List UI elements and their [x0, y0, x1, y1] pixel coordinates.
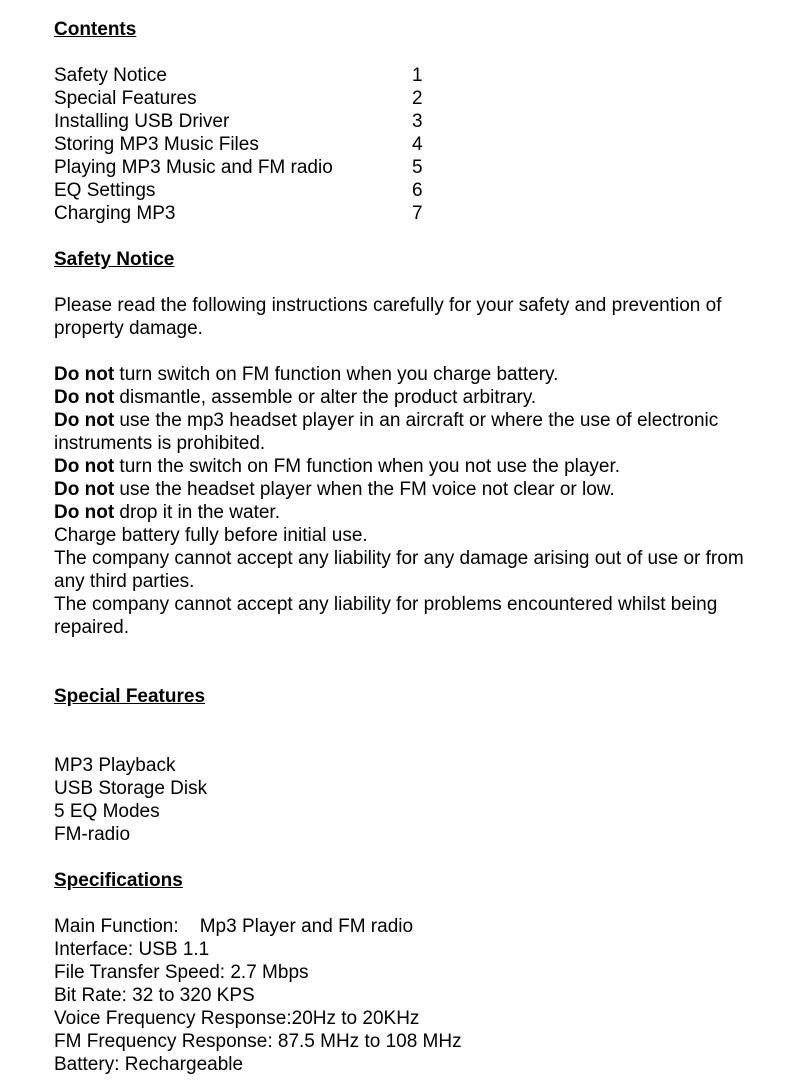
safety-rule-text: turn the switch on FM function when you not use the player. [114, 456, 621, 477]
toc-page: 5 [412, 157, 423, 178]
toc-row [54, 87, 768, 110]
toc-row [54, 202, 768, 225]
do-not-label: Do not [54, 456, 115, 477]
safety-rule-text: dismantle, assemble or alter the product arbitrary. [114, 387, 537, 408]
do-not-label: Do not [54, 479, 115, 500]
safety-note: The company cannot accept any liability for problems encountered whilst being repaired. [54, 594, 718, 638]
safety-rule-text: use the headset player when the FM voice not clear or low. [114, 479, 615, 500]
specifications-heading: Specifications [54, 870, 183, 891]
toc-page: 6 [412, 180, 423, 201]
spec-item: Interface: USB 1.1 [54, 939, 210, 960]
safety-rule [54, 409, 768, 455]
toc-title: Special Features [54, 88, 197, 109]
table-of-contents [54, 64, 768, 225]
toc-page: 3 [412, 111, 423, 132]
safety-note: Charge battery fully before initial use. [54, 525, 368, 546]
spec-item: Voice Frequency Response:20Hz to 20KHz [54, 1008, 420, 1029]
safety-rule-text: use the mp3 headset player in an aircraft or where the use of electronic instruments is prohibited. [54, 410, 719, 454]
toc-title: Installing USB Driver [54, 111, 230, 132]
toc-title: Playing MP3 Music and FM radio [54, 157, 333, 178]
toc-title: Safety Notice [54, 65, 167, 86]
spec-item: Main Function: Mp3 Player and FM radio [54, 916, 414, 937]
safety-rule [54, 455, 768, 478]
feature-item: 5 EQ Modes [54, 801, 160, 822]
safety-rule [54, 363, 768, 386]
safety-notice-heading: Safety Notice [54, 249, 175, 270]
toc-row [54, 110, 768, 133]
toc-page: 7 [412, 203, 423, 224]
safety-rule [54, 501, 768, 524]
do-not-label: Do not [54, 387, 115, 408]
toc-page: 4 [412, 134, 423, 155]
safety-rule [54, 478, 768, 501]
spec-item: File Transfer Speed: 2.7 Mbps [54, 962, 309, 983]
safety-intro: Please read the following instructions carefully for your safety and prevention of property damage. [54, 295, 722, 339]
spec-item: Battery: Rechargeable [54, 1054, 244, 1075]
toc-row [54, 64, 768, 87]
toc-row [54, 156, 768, 179]
safety-rule [54, 386, 768, 409]
toc-title: Storing MP3 Music Files [54, 134, 259, 155]
do-not-label: Do not [54, 410, 115, 431]
safety-rule-text: drop it in the water. [114, 502, 280, 523]
toc-page: 1 [412, 65, 423, 86]
toc-title: Charging MP3 [54, 203, 176, 224]
feature-item: USB Storage Disk [54, 778, 208, 799]
feature-item: FM-radio [54, 824, 131, 845]
toc-row [54, 179, 768, 202]
toc-row [54, 133, 768, 156]
toc-title: EQ Settings [54, 180, 156, 201]
do-not-label: Do not [54, 364, 115, 385]
contents-heading: Contents [54, 19, 137, 40]
safety-note: The company cannot accept any liability for any damage arising out of use or from any third parties. [54, 548, 744, 592]
safety-rule-text: turn switch on FM function when you charge battery. [114, 364, 559, 385]
feature-item: MP3 Playback [54, 755, 176, 776]
spec-item: Bit Rate: 32 to 320 KPS [54, 985, 255, 1006]
do-not-label: Do not [54, 502, 115, 523]
spec-item: FM Frequency Response: 87.5 MHz to 108 MHz [54, 1031, 462, 1052]
special-features-heading: Special Features [54, 686, 206, 707]
toc-page: 2 [412, 88, 423, 109]
